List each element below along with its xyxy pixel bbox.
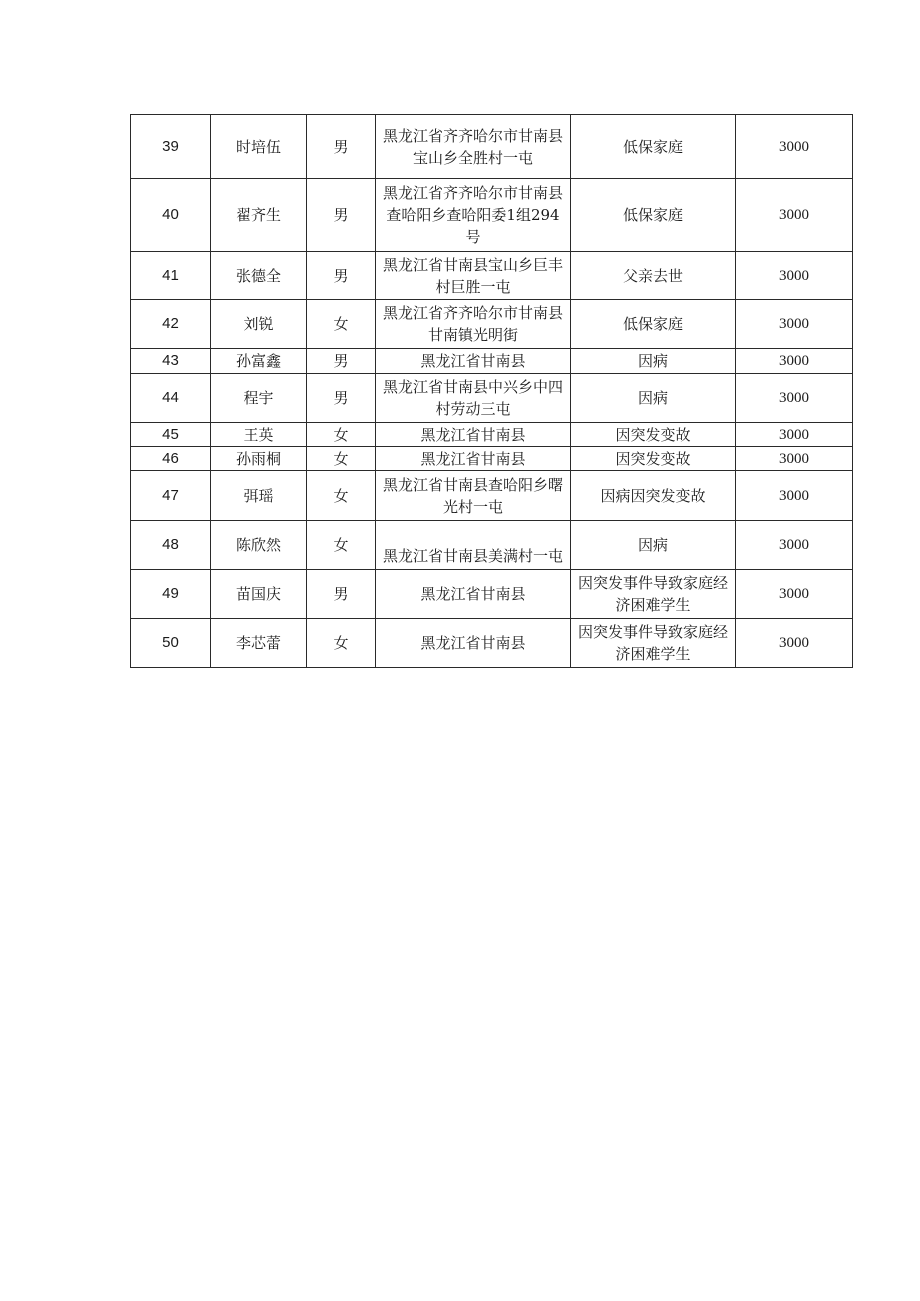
address-cell: 黑龙江省齐齐哈尔市甘南县查哈阳乡查哈阳委1组294号 [376,179,571,252]
student-name: 王英 [211,423,307,447]
amount-cell: 3000 [736,374,853,423]
reason-cell: 因病 [571,374,736,423]
gender-cell: 女 [307,521,376,570]
student-name: 翟齐生 [211,179,307,252]
address-cell: 黑龙江省甘南县查哈阳乡曙光村一屯 [376,471,571,521]
amount-cell: 3000 [736,570,853,619]
gender-cell: 男 [307,179,376,252]
reason-cell: 父亲去世 [571,252,736,300]
student-name: 孙富鑫 [211,349,307,374]
amount-cell: 3000 [736,115,853,179]
reason-cell: 因突发变故 [571,423,736,447]
row-number: 41 [131,252,211,300]
student-name: 时培伍 [211,115,307,179]
amount-cell: 3000 [736,521,853,570]
row-number: 50 [131,619,211,668]
table-row [131,115,853,179]
table-row [131,179,853,252]
row-number: 48 [131,521,211,570]
amount-cell: 3000 [736,349,853,374]
amount-cell: 3000 [736,619,853,668]
student-name: 苗国庆 [211,570,307,619]
reason-cell: 低保家庭 [571,179,736,252]
student-name: 程宇 [211,374,307,423]
row-number: 49 [131,570,211,619]
student-name: 弭瑶 [211,471,307,521]
reason-cell: 因病因突发变故 [571,471,736,521]
table-row [131,447,853,471]
row-number: 40 [131,179,211,252]
reason-cell: 因病 [571,521,736,570]
amount-cell: 3000 [736,471,853,521]
amount-cell: 3000 [736,179,853,252]
row-number: 43 [131,349,211,374]
address-cell: 黑龙江省甘南县 [376,570,571,619]
address-cell: 黑龙江省甘南县中兴乡中四村劳动三屯 [376,374,571,423]
gender-cell: 女 [307,619,376,668]
student-name: 张德全 [211,252,307,300]
row-number: 39 [131,115,211,179]
amount-cell: 3000 [736,423,853,447]
reason-cell: 因突发事件导致家庭经济困难学生 [571,619,736,668]
table-row [131,423,853,447]
amount-cell: 3000 [736,447,853,471]
table-row [131,300,853,349]
reason-cell: 低保家庭 [571,115,736,179]
gender-cell: 女 [307,447,376,471]
amount-cell: 3000 [736,300,853,349]
address-cell: 黑龙江省齐齐哈尔市甘南县宝山乡全胜村一屯 [376,115,571,179]
amount-cell: 3000 [736,252,853,300]
gender-cell: 女 [307,471,376,521]
row-number: 46 [131,447,211,471]
gender-cell: 男 [307,349,376,374]
row-number: 45 [131,423,211,447]
gender-cell: 男 [307,252,376,300]
row-number: 42 [131,300,211,349]
gender-cell: 女 [307,300,376,349]
address-cell: 黑龙江省甘南县 [376,619,571,668]
reason-cell: 低保家庭 [571,300,736,349]
reason-cell: 因突发事件导致家庭经济困难学生 [571,570,736,619]
reason-cell: 因突发变故 [571,447,736,471]
gender-cell: 女 [307,423,376,447]
table-row [131,349,853,374]
address-cell: 黑龙江省甘南县 [376,447,571,471]
table-row [131,471,853,521]
student-aid-table [130,114,853,668]
gender-cell: 男 [307,115,376,179]
table-row [131,374,853,423]
gender-cell: 男 [307,374,376,423]
address-cell: 黑龙江省甘南县美满村一屯 [376,521,571,570]
address-cell: 黑龙江省甘南县宝山乡巨丰村巨胜一屯 [376,252,571,300]
table-row [131,521,853,570]
table-row [131,252,853,300]
reason-cell: 因病 [571,349,736,374]
gender-cell: 男 [307,570,376,619]
student-name: 陈欣然 [211,521,307,570]
table-row [131,619,853,668]
address-cell: 黑龙江省齐齐哈尔市甘南县甘南镇光明街 [376,300,571,349]
student-name: 李芯蕾 [211,619,307,668]
student-name: 孙雨桐 [211,447,307,471]
row-number: 47 [131,471,211,521]
address-cell: 黑龙江省甘南县 [376,423,571,447]
row-number: 44 [131,374,211,423]
table-row [131,570,853,619]
student-name: 刘锐 [211,300,307,349]
address-cell: 黑龙江省甘南县 [376,349,571,374]
